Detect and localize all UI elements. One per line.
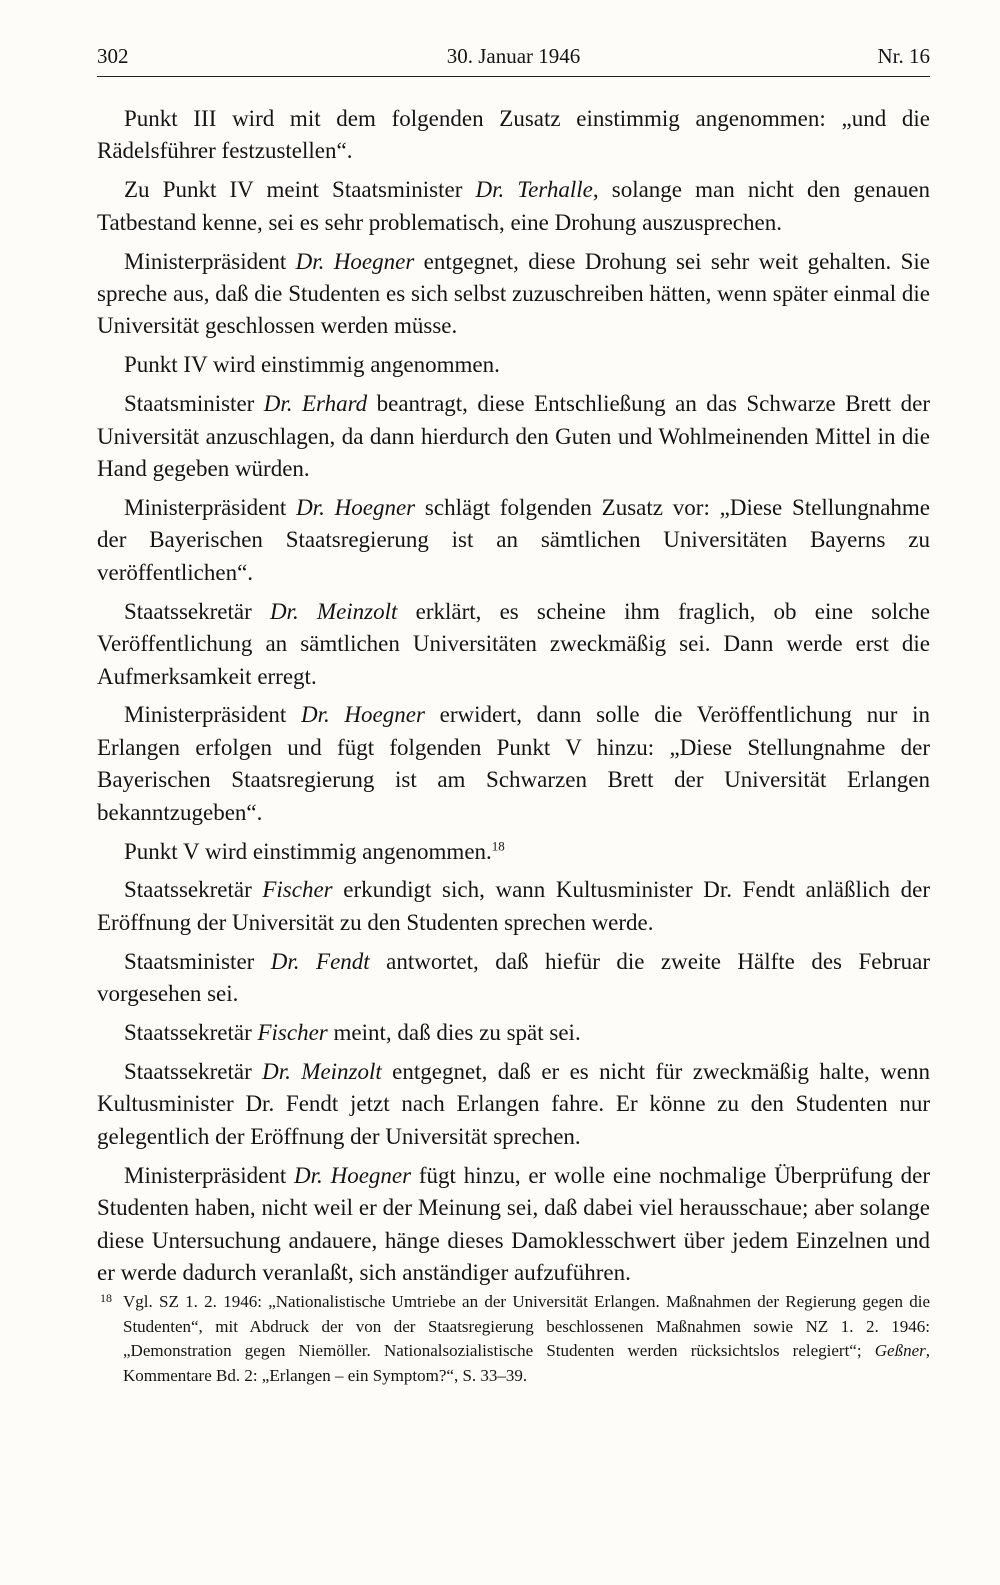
paragraph-text: Staatssekretär [124,598,270,624]
main-text [97,103,930,1296]
footnote-author: Geßner [874,1341,926,1360]
paragraph-text: erkundigt sich, wann Kultusminister Dr. Fendt anläßlich der Eröffnung der Universität zu den Studenten sprechen werde. [97,877,930,935]
paragraph-text: Ministerpräsident [124,1162,295,1188]
speaker-name: Hoegner [344,702,425,728]
speaker-title: Dr. [269,598,299,624]
footnote-reference[interactable]: 18 [491,837,505,853]
speaker-name: Hoegner [330,1162,412,1188]
footnote-text: Vgl. SZ 1. 2. 1946: „Nationalistische Umtriebe an der Universität Erlangen. Maßnahmen der Regierung gegen die Studenten“, mit Abdruck der von der Staatsregierung beschlossenen Maßnahmen sowie NZ 1. 2. 1946: „Demonstration gegen Niemöller. Nationalsozialistische Studenten werden rücksichtslos relegiert“; [123,1292,930,1360]
speaker-title: Dr. [294,1162,323,1188]
paragraph-text: Staatsminister [124,391,264,417]
paragraph-text: Punkt IV wird einstimmig angenommen. [124,352,500,378]
speaker-name: Fendt [316,948,370,974]
paragraph-text: erwidert, dann solle die Veröffentlichung nur in Erlangen erfolgen und fügt folgenden Punkt V hinzu: „Diese Stellungnahme der Bayerischen Staatsregierung ist am Schwarzen Brett der Universität Erlangen bekanntzugeben“. [97,702,930,825]
paragraph-text: entgegnet, diese Drohung sei sehr weit gehalten. Sie spreche aus, daß die Studenten es sich selbst zuzuschreiben hätten, wenn später einmal die Universität geschlossen werden müsse. [97,248,931,339]
paragraph [97,349,930,381]
paragraph-text: antwortet, daß hiefür die zweite Hälfte des Februar vorgesehen sei. [97,948,931,1007]
paragraph-text: Punkt III wird mit dem folgenden Zusatz einstimmig angenommen: „und die Rädelsführer festzustellen“. [97,106,930,164]
speaker-title: Dr. [296,494,325,520]
speaker-name: Fischer [262,877,333,903]
document-number: Nr. 16 [877,44,930,68]
footnote [97,1290,930,1388]
paragraph-text: Ministerpräsident [124,702,301,728]
paragraph-text: Staatssekretär [124,1020,258,1046]
paragraph-text: Zu Punkt IV meint Staatsminister [124,177,476,203]
paragraph [97,246,930,343]
speaker-name: Hoegner [333,248,415,274]
speaker-title: Dr. [300,702,330,728]
speaker-name: Hoegner [334,494,416,520]
paragraph-text: meint, daß dies zu spät sei. [327,1020,581,1046]
paragraph [97,1056,930,1153]
paragraph-text: Punkt V wird einstimmig angenommen. [124,838,492,864]
paragraph-text: beantragt, diese Entschließung an das Schwarze Brett der Universität anzuschlagen, da dann hierdurch den Guten und Wohlmeinenden Mittel in die Hand gegeben würden. [97,391,931,482]
speaker-title: Dr. [263,391,293,417]
speaker-name: Meinzolt [301,1058,382,1084]
paragraph [97,699,930,829]
paragraph [97,388,930,485]
paragraph-text: Staatssekretär [124,1058,263,1084]
speaker-title: Dr. [262,1058,291,1084]
running-head-date: 30. Januar 1946 [446,44,581,68]
paragraph [97,103,930,168]
footnotes [97,1290,930,1388]
paragraph-text: entgegnet, daß er es nicht für zweckmäßig halte, wenn Kultusminister Dr. Fendt jetzt nach Erlangen fahre. Er könne zu den Studenten nur gelegentlich der Eröffnung der Universität sprechen. [97,1058,930,1149]
paragraph-text: Staatssekretär [124,877,263,903]
paragraph-text: fügt hinzu, er wolle eine nochmalige Überprüfung der Studenten haben, nicht weil er der Meinung sei, daß dabei viel herausschaue; aber solange diese Untersuchung andauere, hänge dieses Damoklesschwert über jedem Einzelnen und er werde dadurch veranlaßt, sich anständiger aufzuführen. [97,1162,931,1285]
footnote-text: , Kommentare Bd. 2: „Erlangen – ein Symptom?“, S. 33–39. [123,1341,930,1385]
speaker-name: Meinzolt [316,598,398,624]
paragraph [97,836,930,868]
page-header [97,42,930,77]
paragraph [97,1160,930,1290]
paragraph [97,874,930,939]
speaker-name: Erhard [301,391,368,417]
paragraph-text: Ministerpräsident [124,494,297,520]
paragraph [97,1017,930,1049]
paragraph-text: Staatsminister [124,948,271,974]
speaker-title: Dr. [295,248,325,274]
paragraph [97,596,930,693]
speaker-name: Fischer [257,1020,328,1046]
speaker-title: Dr. [270,948,300,974]
paragraph-text: schlägt folgenden Zusatz vor: „Diese Stellungnahme der Bayerischen Staatsregierung ist an sämtlichen Universitäten Bayerns zu veröffentlichen“. [97,494,931,585]
paragraph [97,492,930,589]
paragraph [97,946,930,1011]
paragraph [97,174,930,239]
speaker-title: Dr. [475,177,505,203]
footnote-mark: 18 [100,1291,112,1305]
paragraph-text: Ministerpräsident [124,248,296,274]
speaker-name: Terhalle [517,177,593,203]
paragraph-text: erklärt, es scheine ihm fraglich, ob eine solche Veröffentlichung an sämtlichen Universitäten zweckmäßig sei. Dann werde erst die Aufmerksamkeit erregt. [97,598,930,689]
page-number: 302 [97,44,129,68]
paragraph-text: , solange man nicht den genauen Tatbestand kenne, sei es sehr problematisch, eine Drohung auszusprechen. [97,177,930,235]
